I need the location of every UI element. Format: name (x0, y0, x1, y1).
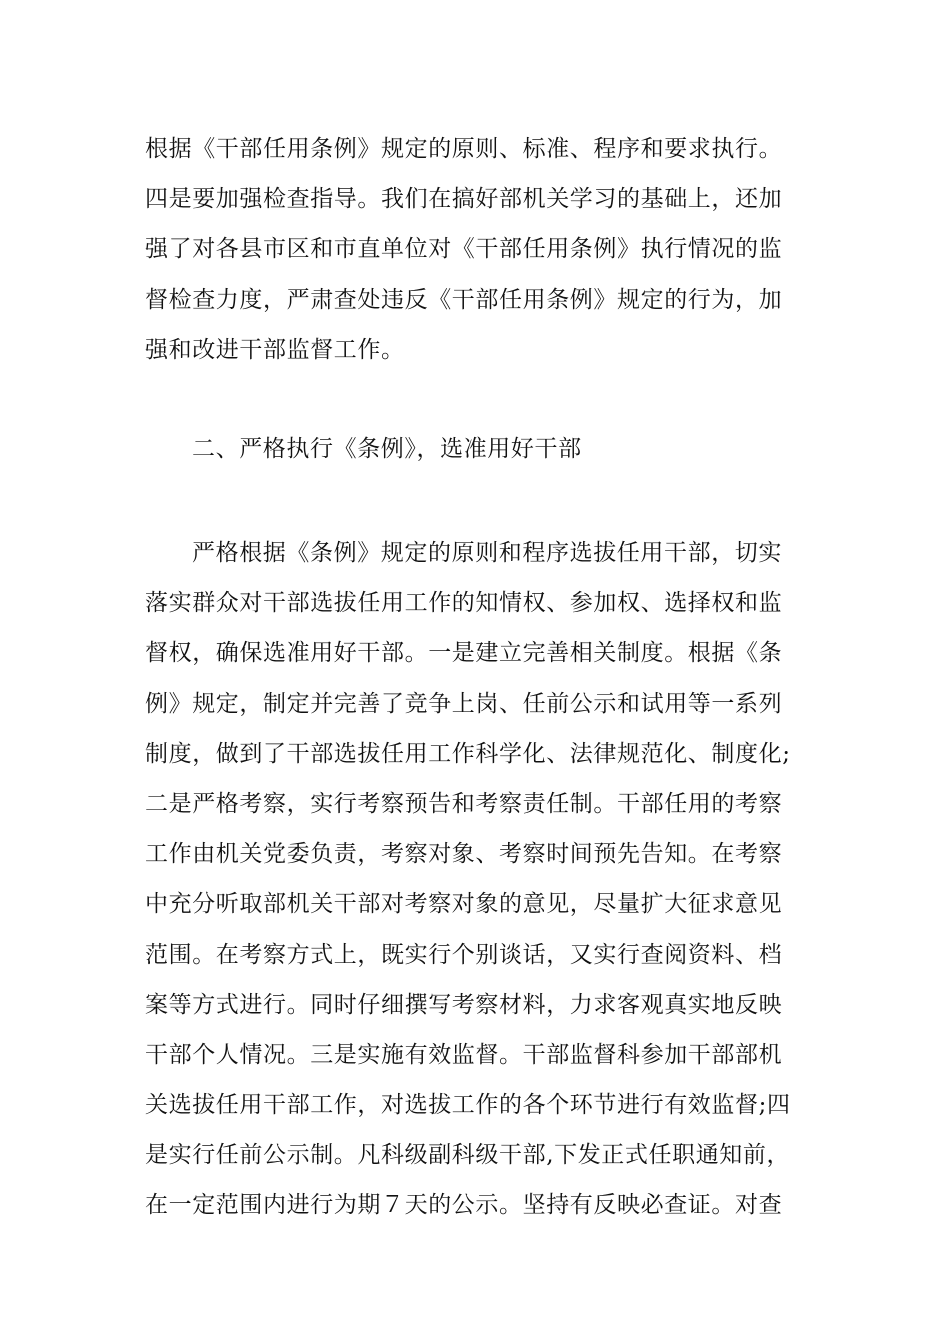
text-line: 工作由机关党委负责，考察对象、考察时间预先告知。在考察 (145, 841, 783, 868)
text-line: 落实群众对干部选拔任用工作的知情权、参加权、选择权和监 (145, 590, 783, 617)
text-line: 根据《干部任用条例》规定的原则、标准、程序和要求执行。 (145, 136, 783, 162)
text-line: 中充分听取部机关干部对考察对象的意见，尽量扩大征求意见 (145, 891, 783, 918)
text-line: 四是要加强检查指导。我们在搞好部机关学习的基础上，还加 (145, 186, 783, 213)
text-line: 督检查力度，严肃查处违反《干部任用条例》规定的行为，加 (145, 286, 783, 313)
text-line: 是实行任前公示制。凡科级副科级干部,下发正式任职通知前， (145, 1142, 791, 1169)
section-heading (145, 424, 815, 474)
text-line: 制度，做到了干部选拔任用工作科学化、法律规范化、制度化; (145, 740, 791, 767)
text-line: 强和改进干部监督工作。 (145, 336, 405, 363)
text-line: 在一定范围内进行为期７天的公示。坚持有反映必查证。对查 (145, 1192, 783, 1219)
text-line: 强了对各县市区和市直单位对《干部任用条例》执行情况的监 (145, 236, 783, 263)
text-line: 范围。在考察方式上，既实行个别谈话，又实行查阅资料、档 (145, 941, 783, 968)
text-line: 严格根据《条例》规定的原则和程序选拔任用干部，切实 (192, 540, 782, 566)
paragraph-continuation (145, 124, 815, 375)
text-line: 案等方式进行。同时仔细撰写考察材料，力求客观真实地反映 (145, 991, 783, 1018)
text-line: 例》规定，制定并完善了竞争上岗、任前公示和试用等一系列 (145, 690, 783, 717)
text-line: 督权，确保选准用好干部。一是建立完善相关制度。根据《条 (145, 640, 783, 667)
text-line: 关选拔任用干部工作，对选拔工作的各个环节进行有效监督;四 (145, 1092, 791, 1119)
body-paragraph (145, 528, 815, 1231)
text-line: 二是严格考察，实行考察预告和考察责任制。干部任用的考察 (145, 790, 783, 817)
text-line: 干部个人情况。三是实施有效监督。干部监督科参加干部部机 (145, 1041, 783, 1068)
section-heading-text: 二、严格执行《条例》，选准用好干部 (192, 436, 582, 462)
